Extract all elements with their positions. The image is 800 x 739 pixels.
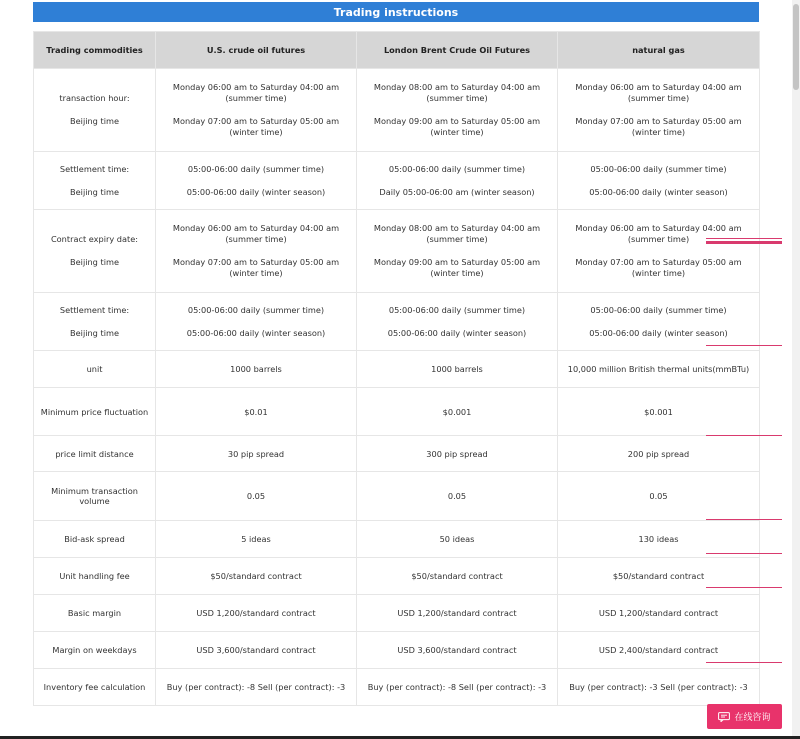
row-label: unit: [34, 351, 156, 388]
decorative-line: [706, 587, 782, 588]
table-row: [34, 472, 760, 521]
cell-line: Monday 06:00 am to Saturday 04:00 am (summer time): [575, 223, 742, 244]
row-label-line: Beijing time: [70, 327, 119, 338]
cell-line: 05:00-06:00 daily (summer time): [187, 304, 325, 315]
table-cell: 5 ideas: [156, 521, 357, 558]
table-cell: [558, 152, 760, 210]
cell-line: Monday 09:00 am to Saturday 05:00 am (winter time): [373, 257, 541, 278]
table-row: [34, 595, 760, 632]
header-brent-crude-oil-futures: London Brent Crude Oil Futures: [357, 32, 558, 69]
header-us-crude-oil-futures: U.S. crude oil futures: [156, 32, 357, 69]
table-cell: 300 pip spread: [357, 436, 558, 472]
row-label-line: Beijing time: [70, 257, 119, 267]
table-cell: 200 pip spread: [558, 436, 760, 472]
cell-line: Monday 07:00 am to Saturday 05:00 am (winter time): [575, 116, 742, 137]
table-cell: 0.05: [558, 472, 760, 521]
table-cell: USD 3,600/standard contract: [156, 632, 357, 669]
row-label: [34, 293, 156, 351]
table-cell: Buy (per contract): -8 Sell (per contract): -3: [156, 669, 357, 706]
decorative-line: [706, 519, 782, 520]
cell-line: Monday 06:00 am to Saturday 04:00 am (summer time): [575, 82, 742, 103]
cell-line: Daily 05:00-06:00 am (winter season): [379, 186, 535, 197]
table-row: [34, 558, 760, 595]
table-row: [34, 351, 760, 388]
table-row: [34, 210, 760, 293]
cell-line: Monday 08:00 am to Saturday 04:00 am (summer time): [373, 82, 541, 103]
table-cell: 0.05: [357, 472, 558, 521]
table-cell: $0.001: [357, 388, 558, 436]
table-row: [34, 293, 760, 351]
row-label: Minimum transaction volume: [34, 472, 156, 521]
table-header-row: [34, 32, 760, 69]
table-cell: [558, 210, 760, 293]
row-label-line: transaction hour:: [59, 93, 130, 103]
table-row: [34, 669, 760, 706]
table-row: [34, 152, 760, 210]
cell-line: 05:00-06:00 daily (summer time): [187, 163, 325, 174]
cell-line: Monday 06:00 am to Saturday 04:00 am (summer time): [172, 82, 340, 103]
table-cell: 0.05: [156, 472, 357, 521]
decorative-line: [706, 435, 782, 436]
row-label-line: Contract expiry date:: [50, 234, 139, 244]
cell-line: Monday 07:00 am to Saturday 05:00 am (winter time): [172, 116, 340, 137]
decorative-line: [706, 662, 782, 663]
table-cell: Buy (per contract): -3 Sell (per contract): -3: [558, 669, 760, 706]
table-cell: $0.001: [558, 388, 760, 436]
scrollbar-thumb[interactable]: [793, 4, 799, 90]
cell-line: Monday 09:00 am to Saturday 05:00 am (winter time): [373, 116, 541, 137]
row-label-line: Beijing time: [70, 116, 119, 126]
row-label: Basic margin: [34, 595, 156, 632]
table-cell: Buy (per contract): -8 Sell (per contract): -3: [357, 669, 558, 706]
table-row: [34, 436, 760, 472]
cell-line: Monday 06:00 am to Saturday 04:00 am (summer time): [172, 223, 340, 244]
trading-instructions-table: [33, 31, 760, 706]
table-cell: $50/standard contract: [156, 558, 357, 595]
decorative-line: [706, 241, 782, 244]
cell-line: Monday 07:00 am to Saturday 05:00 am (winter time): [172, 257, 340, 278]
table-cell: USD 2,400/standard contract: [558, 632, 760, 669]
trading-instructions-banner: Trading instructions: [33, 2, 759, 22]
row-label: Inventory fee calculation: [34, 669, 156, 706]
online-consultation-label: 在线咨询: [734, 713, 771, 723]
row-label: Bid-ask spread: [34, 521, 156, 558]
table-cell: [357, 69, 558, 152]
table-cell: USD 3,600/standard contract: [357, 632, 558, 669]
cell-line: 05:00-06:00 daily (winter season): [589, 186, 728, 197]
online-consultation-button[interactable]: [707, 704, 782, 729]
cell-line: 05:00-06:00 daily (summer time): [590, 304, 727, 315]
row-label-line: Beijing time: [70, 186, 119, 197]
cell-line: 05:00-06:00 daily (winter season): [186, 327, 326, 338]
header-natural-gas: natural gas: [558, 32, 760, 69]
row-label: [34, 69, 156, 152]
row-label: price limit distance: [34, 436, 156, 472]
table-cell: 1000 barrels: [357, 351, 558, 388]
table-cell: [558, 293, 760, 351]
header-trading-commodities: Trading commodities: [34, 32, 156, 69]
cell-line: Monday 07:00 am to Saturday 05:00 am (winter time): [575, 257, 742, 278]
cell-line: Monday 08:00 am to Saturday 04:00 am (summer time): [373, 223, 541, 244]
table-cell: USD 1,200/standard contract: [156, 595, 357, 632]
row-label-line: Settlement time:: [59, 163, 130, 174]
cell-line: 05:00-06:00 daily (winter season): [186, 186, 326, 197]
table-row: [34, 521, 760, 558]
row-label: [34, 152, 156, 210]
vertical-scrollbar[interactable]: [792, 0, 800, 739]
row-label: Minimum price fluctuation: [34, 388, 156, 436]
cell-line: 05:00-06:00 daily (summer time): [388, 304, 526, 315]
table-cell: [357, 152, 558, 210]
table-cell: [357, 293, 558, 351]
row-label: Unit handling fee: [34, 558, 156, 595]
table-row: [34, 69, 760, 152]
table-cell: 130 ideas: [558, 521, 760, 558]
table-row: [34, 388, 760, 436]
cell-line: 05:00-06:00 daily (summer time): [388, 163, 526, 174]
decorative-line: [706, 345, 782, 346]
table-cell: [357, 210, 558, 293]
row-label: Margin on weekdays: [34, 632, 156, 669]
row-label: [34, 210, 156, 293]
table-cell: [156, 69, 357, 152]
table-cell: USD 1,200/standard contract: [558, 595, 760, 632]
chat-bubble-icon: [718, 712, 730, 722]
table-cell: 10,000 million British thermal units(mmBTu): [558, 351, 760, 388]
table-cell: 30 pip spread: [156, 436, 357, 472]
table-cell: $50/standard contract: [357, 558, 558, 595]
cell-line: 05:00-06:00 daily (summer time): [590, 163, 727, 174]
row-label-line: Settlement time:: [59, 304, 130, 315]
table-cell: [156, 152, 357, 210]
table-cell: [558, 69, 760, 152]
cell-line: 05:00-06:00 daily (winter season): [387, 327, 527, 338]
table-cell: 50 ideas: [357, 521, 558, 558]
table-cell: $50/standard contract: [558, 558, 760, 595]
table-cell: [156, 210, 357, 293]
table-cell: 1000 barrels: [156, 351, 357, 388]
table-row: [34, 632, 760, 669]
decorative-line: [706, 238, 782, 239]
cell-line: 05:00-06:00 daily (winter season): [589, 327, 728, 338]
decorative-line: [706, 553, 782, 554]
table-cell: $0.01: [156, 388, 357, 436]
table-cell: [156, 293, 357, 351]
table-cell: USD 1,200/standard contract: [357, 595, 558, 632]
